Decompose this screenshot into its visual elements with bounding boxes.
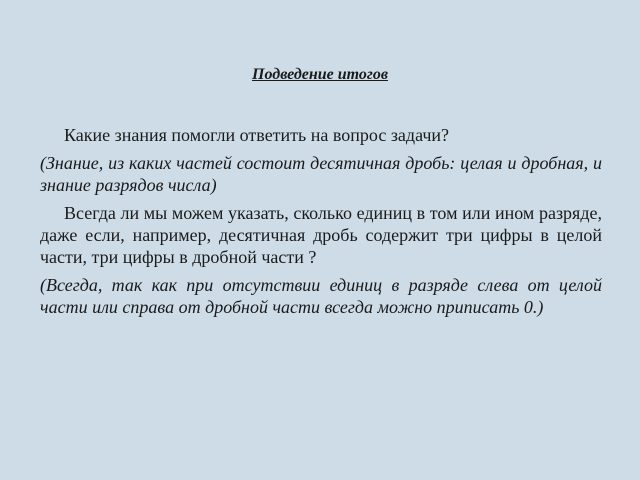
answer-2: (Всегда, так как при отсутствии единиц в разряде слева от целой части или справа от дробной части всегда можно приписать 0.) bbox=[40, 275, 602, 317]
question-2: Всегда ли мы можем указать, сколько единиц в том или ином разряде, даже если, например, десятичная дробь содержит три цифры в целой части, три цифры в дробной части ? bbox=[40, 203, 602, 267]
slide-content bbox=[40, 124, 602, 324]
answer-1: (Знание, из каких частей состоит десятичная дробь: целая и дробная, и знание разрядов числа) bbox=[40, 153, 602, 195]
slide-title: Подведение итогов bbox=[252, 66, 388, 83]
question-1: Какие знания помогли ответить на вопрос задачи? bbox=[64, 125, 450, 145]
